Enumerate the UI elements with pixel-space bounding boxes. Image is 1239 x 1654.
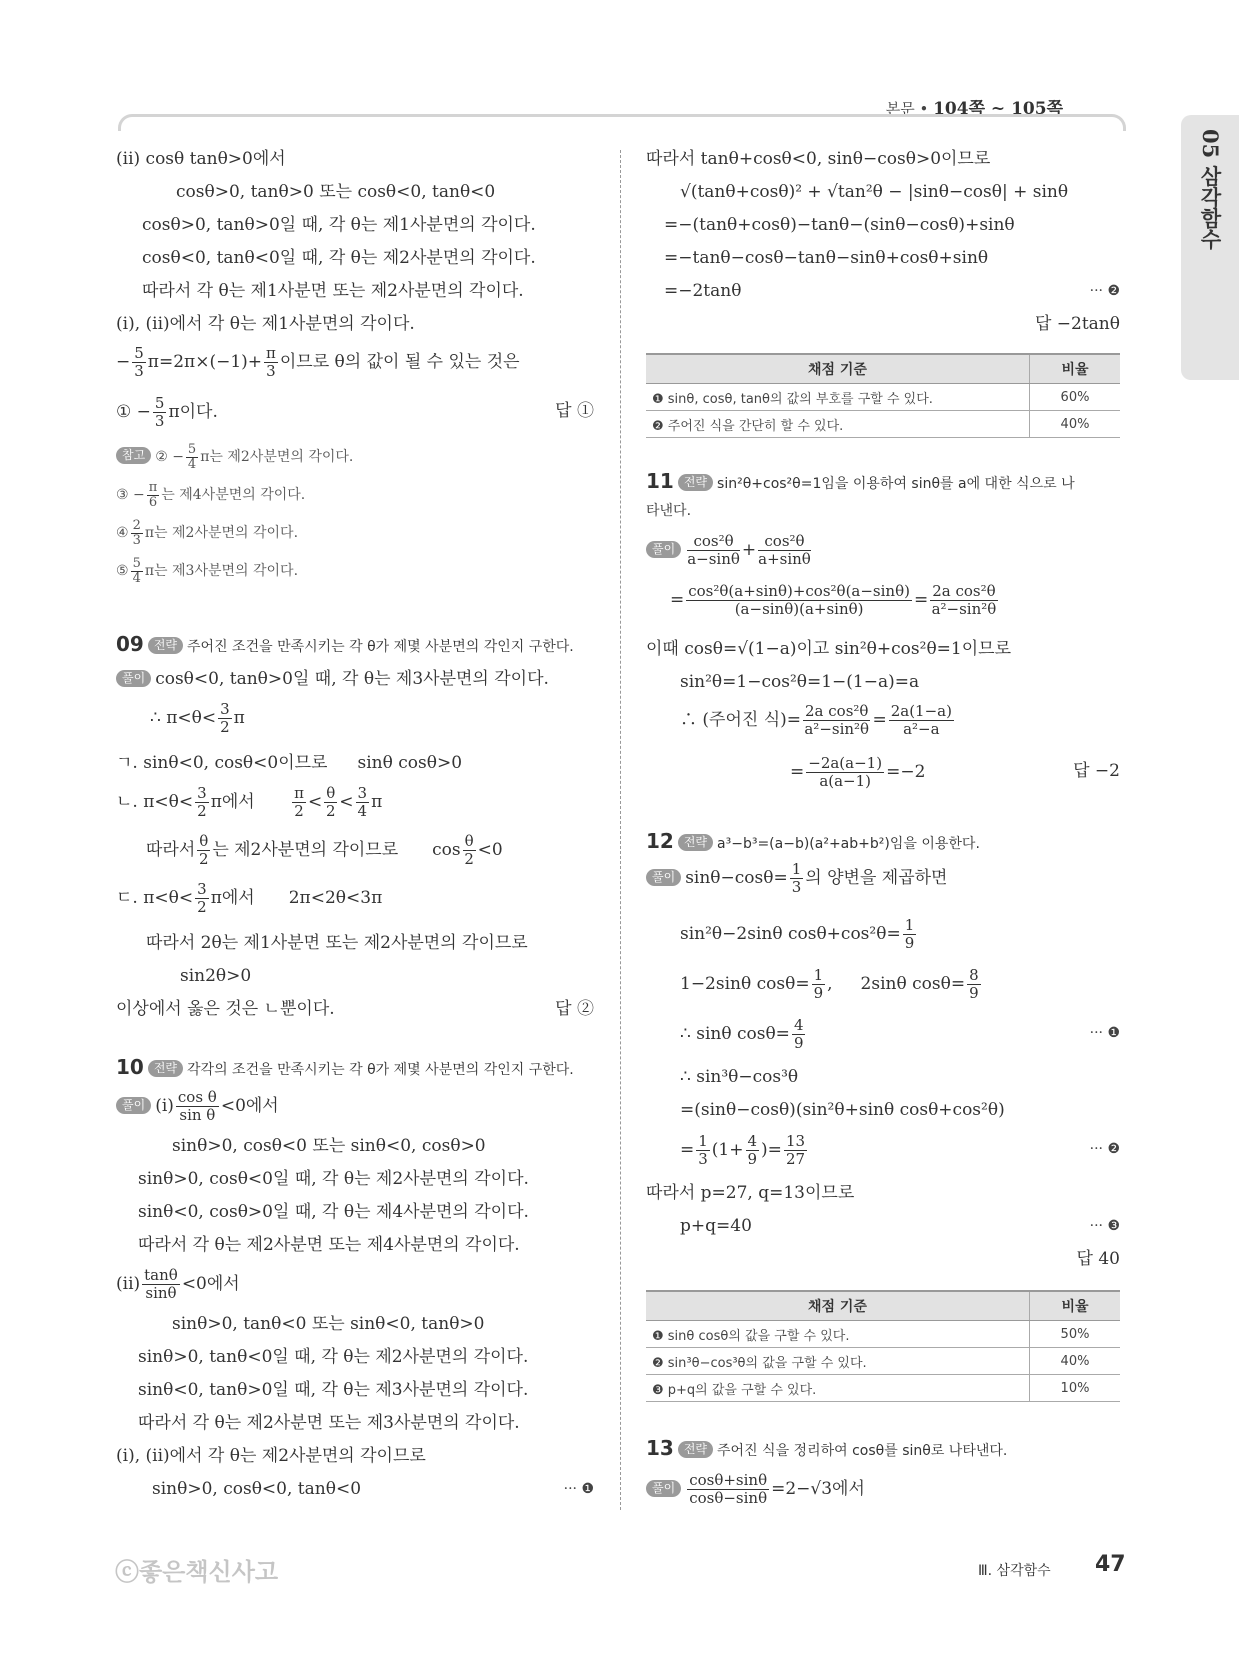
text-line: (ii) cosθ tanθ>0에서 — [116, 149, 286, 169]
text-line: 따라서 각 θ는 제2사분면 또는 제4사분면의 각이다. — [138, 1235, 520, 1255]
text-line: 따라서 p=27, q=13이므로 — [646, 1183, 855, 1203]
equation-line: 1−2sinθ cosθ= $\frac{1}{9}$ , 2sinθ cosθ= $\frac{8}{9}$ — [680, 966, 979, 1002]
table-header: 채점 기준 — [646, 354, 1030, 384]
equation-line: = $\frac{\text{cos²θ(a+sinθ)+cos²θ(a−sinθ)}}{(a-\sin\theta)(a+\sin\theta)}$ = $\frac{\text{2a cos²θ}}{\text{a²−sin²θ}}$ — [670, 582, 997, 618]
step-mark: ··· ❷ — [1089, 1141, 1120, 1157]
table-row: ❷ 주어진 식을 간단히 할 수 있다. 40% — [646, 411, 1120, 438]
text-line: sinθ>0, tanθ<0 또는 sinθ<0, tanθ>0 — [172, 1314, 485, 1334]
column-divider — [620, 150, 621, 1510]
note-line: ③ − $\frac{\pi}{6}$ 는 제4사분면의 각이다. — [116, 479, 306, 510]
equation-line: ∴ (주어진 식)= $\frac{\text{2a cos²θ}}{\text{a²−sin²θ}}$ = $\frac{2a(1-a)}{\text{a²−a}}$ — [680, 702, 952, 738]
text-line: cosθ>0, tanθ>0일 때, 각 θ는 제1사분면의 각이다. — [142, 215, 536, 235]
text-line: 타낸다. — [646, 503, 692, 519]
text-line: cosθ<0, tanθ<0일 때, 각 θ는 제2사분면의 각이다. — [142, 248, 536, 268]
note-badge: 참고 — [116, 447, 151, 464]
fraction: $\frac{5}{3}$ — [134, 344, 144, 380]
text-line: sinθ>0, cosθ<0일 때, 각 θ는 제2사분면의 각이다. — [138, 1169, 529, 1189]
header-page-reference: 본문 • 104쪽 ~ 105쪽 — [885, 99, 1063, 119]
grading-table-12 — [646, 1290, 1120, 1402]
equation-line: =−tanθ−cosθ−tanθ−sinθ+cosθ+sinθ — [664, 248, 989, 268]
answer: 답 −2tanθ — [1034, 314, 1120, 334]
question-13-header: 13 전략 주어진 식을 정리하여 cosθ를 sinθ로 나타낸다. — [646, 1436, 1008, 1460]
table-header: 비율 — [1030, 354, 1121, 384]
table-row: ❸ p+q의 값을 구할 수 있다. 10% — [646, 1375, 1120, 1402]
equation-line: sin²θ−2sinθ cosθ+cos²θ= $\frac{1}{9}$ — [680, 916, 915, 952]
equation-line: 풀이 sinθ−cosθ= $\frac{1}{3}$ 의 양변을 제곱하면 — [646, 861, 947, 896]
step-mark: ··· ❶ — [563, 1481, 594, 1497]
table-row: ❷ sin³θ−cos³θ의 값을 구할 수 있다. 40% — [646, 1348, 1120, 1375]
text-line: 따라서 각 θ는 제1사분면 또는 제2사분면의 각이다. — [142, 281, 524, 301]
step-mark: ··· ❸ — [1089, 1218, 1120, 1234]
note-line: 참고 ② − $\frac{5}{4}$ π는 제2사분면의 각이다. — [116, 441, 353, 474]
text-line: sinθ>0, tanθ<0일 때, 각 θ는 제2사분면의 각이다. — [138, 1347, 529, 1367]
text-line: sinθ<0, tanθ>0일 때, 각 θ는 제3사분면의 각이다. — [138, 1380, 529, 1400]
grading-table-10 — [646, 353, 1120, 438]
equation-line: ∴ π<θ< $\frac{3}{2}$ π — [150, 700, 245, 736]
answer: 답 ② — [555, 999, 594, 1019]
equation-line: ∴ sinθ cosθ= $\frac{4}{9}$ — [680, 1016, 804, 1052]
text-line: 따라서 2θ는 제1사분면 또는 제2사분면의 각이므로 — [146, 933, 528, 953]
equation-line: ㄷ. π<θ< $\frac{3}{2}$ π에서 2π<2θ<3π — [116, 880, 383, 916]
question-09-header: 09 전략 주어진 조건을 만족시키는 각 θ가 제몇 사분면의 각인지 구한다. — [116, 632, 574, 656]
equation-line: 따라서 $\frac{\theta}{2}$ 는 제2사분면의 각이므로 cos $\frac{\theta}{2}$ <0 — [146, 832, 503, 868]
text-line: 이상에서 옳은 것은 ㄴ뿐이다. — [116, 999, 335, 1019]
equation-line: =−(tanθ+cosθ)−tanθ−(sinθ−cosθ)+sinθ — [664, 215, 1015, 235]
equation-line: √(tanθ+cosθ)² + √tan²θ − |sinθ−cosθ| + sinθ — [680, 182, 1069, 202]
equation-line: 풀이 (i) $\frac{\text{cos θ}}{\text{sin θ}}$ <0에서 — [116, 1089, 279, 1124]
equation-line: ㄴ. π<θ< $\frac{3}{2}$ π에서 $\frac{\pi}{2}$ < $\frac{\theta}{2}$ < $\frac{3}{4}$ π — [116, 784, 383, 820]
text-line: ㄱ. sinθ<0, cosθ<0이므로 sinθ cosθ>0 — [116, 753, 463, 773]
note-line: ④ $\frac{2}{3}$ π는 제2사분면의 각이다. — [116, 517, 299, 548]
table-row: ❶ sinθ, cosθ, tanθ의 값의 부호를 구할 수 있다. 60% — [646, 384, 1120, 411]
text-line: sinθ>0, cosθ<0 또는 sinθ<0, cosθ>0 — [172, 1136, 486, 1156]
text-line: (i), (ii)에서 각 θ는 제1사분면의 각이다. — [116, 314, 415, 334]
table-header: 채점 기준 — [646, 1291, 1030, 1321]
equation-line: p+q=40 — [680, 1216, 752, 1236]
equation-line: =−2tanθ — [664, 281, 742, 301]
equation-line: 풀이 $\frac{\text{cos²θ}}{a-\sin\theta}$ + $\frac{\text{cos²θ}}{a+\sin\theta}$ — [646, 533, 813, 568]
table-header: 비율 — [1030, 1291, 1121, 1321]
text-line: 따라서 각 θ는 제2사분면 또는 제3사분면의 각이다. — [138, 1413, 520, 1433]
equation-line: (ii) $\frac{\tan\theta}{\sin\theta}$ <0에서 — [116, 1266, 240, 1302]
question-12-header: 12 전략 a³−b³=(a−b)(a²+ab+b²)임을 이용한다. — [646, 829, 980, 853]
text-line: 풀이 cosθ<0, tanθ>0일 때, 각 θ는 제3사분면의 각이다. — [116, 663, 549, 696]
text-line: sinθ<0, cosθ>0일 때, 각 θ는 제4사분면의 각이다. — [138, 1202, 529, 1222]
question-10-header: 10 전략 각각의 조건을 만족시키는 각 θ가 제몇 사분면의 각인지 구한다. — [116, 1055, 574, 1079]
answer: 답 40 — [1076, 1249, 1120, 1269]
text-line: cosθ>0, tanθ>0 또는 cosθ<0, tanθ<0 — [176, 182, 496, 202]
page-number: 47 — [1095, 1552, 1126, 1577]
note-line: ⑤ $\frac{5}{4}$ π는 제3사분면의 각이다. — [116, 555, 299, 586]
question-11-header: 11 전략 sin²θ+cos²θ=1임을 이용하여 sinθ를 a에 대한 식으로 나 — [646, 469, 1075, 493]
chapter-side-tab: 05 삼각함수 — [1181, 115, 1239, 380]
text-line: (i), (ii)에서 각 θ는 제2사분면의 각이므로 — [116, 1446, 426, 1466]
step-mark: ··· ❷ — [1089, 283, 1120, 299]
equation-line: =(sinθ−cosθ)(sin²θ+sinθ cosθ+cos²θ) — [680, 1100, 1005, 1120]
fraction: $\frac{\pi}{3}$ — [266, 344, 276, 380]
footer-chapter: Ⅲ. 삼각함수 — [978, 1563, 1051, 1579]
top-rule — [118, 114, 1126, 131]
equation-line: = $\frac{-2a(a-1)}{a(a-1)}$ =−2 — [790, 754, 926, 790]
answer: 답 ① — [555, 401, 594, 421]
equation-line: ① − $\frac{5}{3}$ π이다. — [116, 394, 218, 430]
equation-line: = $\frac{1}{3}$ (1+ $\frac{4}{9}$ )= $\frac{13}{27}$ — [680, 1132, 806, 1168]
fraction: $\frac{5}{3}$ — [154, 394, 165, 430]
step-mark: ··· ❶ — [1089, 1025, 1120, 1041]
publisher-logo: ⓒ좋은책신사고 — [115, 1558, 279, 1586]
equation-line: sin²θ=1−cos²θ=1−(1−a)=a — [680, 672, 920, 692]
text-line: 따라서 tanθ+cosθ<0, sinθ−cosθ>0이므로 — [646, 149, 991, 169]
table-row: ❶ sinθ cosθ의 값을 구할 수 있다. 50% — [646, 1321, 1120, 1348]
answer: 답 −2 — [1073, 761, 1120, 781]
text-line: 이때 cosθ=√(1−a)이고 sin²θ+cos²θ=1이므로 — [646, 639, 1012, 659]
text-line: sin2θ>0 — [180, 966, 252, 986]
equation-line: 풀이 $\frac{\cos\theta+\sin\theta}{\cos\theta-\sin\theta}$ =2−√3에서 — [646, 1472, 865, 1507]
text-line: sinθ>0, cosθ<0, tanθ<0 — [152, 1479, 362, 1499]
equation-line: − $\frac{5}{3}$ π=2π×(−1)+ $\frac{\pi}{3}$ 이므로 θ의 값이 될 수 있는 것은 — [116, 344, 520, 380]
equation-line: ∴ sin³θ−cos³θ — [680, 1067, 799, 1087]
